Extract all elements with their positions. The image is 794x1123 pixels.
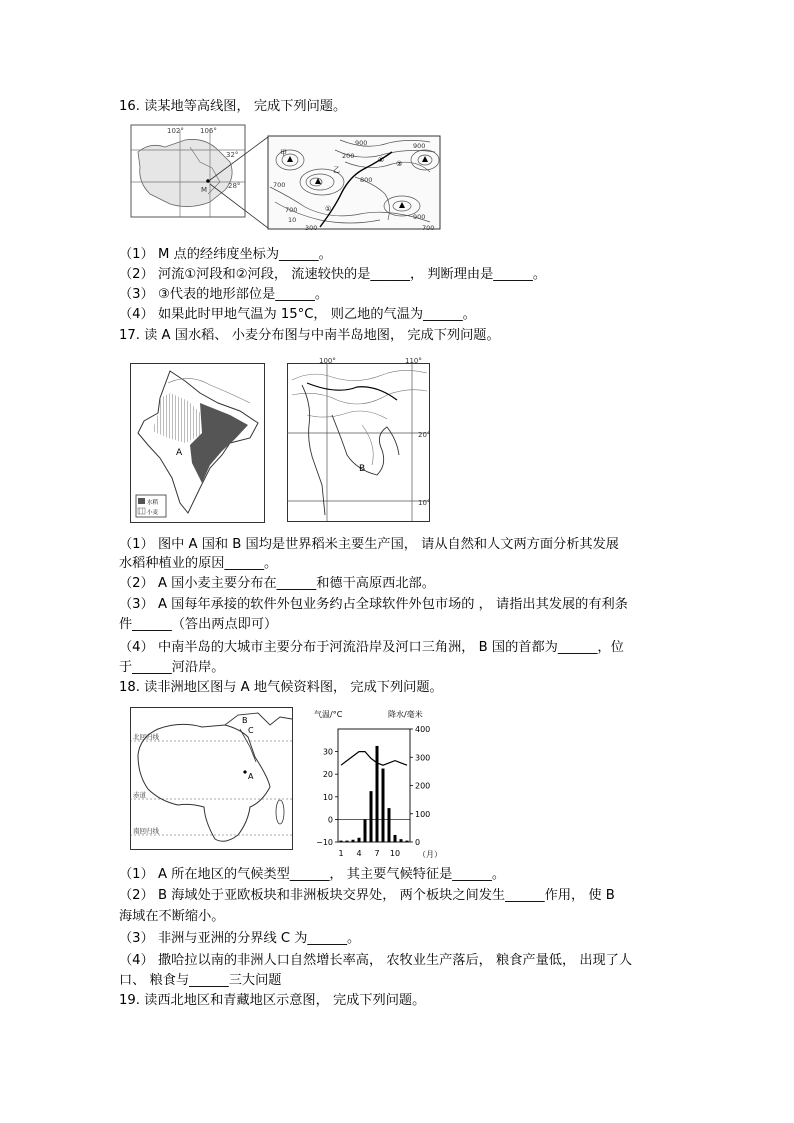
q17-label-lat20: 20° — [418, 431, 430, 439]
q17-item-4-cont: 于______河沿岸。 — [119, 660, 225, 675]
q16-label-lon1: 102° — [167, 127, 184, 135]
chart-precip-bar — [358, 838, 361, 842]
q16-c900c: 900 — [413, 213, 426, 221]
q16-item-3: （3） ③代表的地形部位是______。 — [119, 287, 329, 302]
q16-label-terrain-3: ③ — [396, 160, 403, 168]
q16-c700c: 700 — [285, 206, 298, 214]
q18-title: 18. 读非洲地区图与 A 地气候资料图， 完成下列问题。 — [119, 680, 443, 695]
chart-right-tick-label: 200 — [415, 781, 431, 791]
q17-item-2: （2） A 国小麦主要分布在______和德干高原西北部。 — [119, 576, 435, 591]
q16-c200: 200 — [342, 152, 355, 160]
q18-label-c: C — [248, 726, 254, 735]
q17-item-1-cont: 水稻种植业的原因______。 — [119, 556, 278, 571]
chart-x-tick-label: 10 — [389, 849, 401, 858]
chart-precip-bar — [370, 791, 373, 842]
q17-legend-wheat: 小麦 — [147, 510, 159, 516]
q17-label-b: B — [359, 464, 366, 474]
chart-precip-bar — [388, 808, 391, 842]
q18-item-2-cont: 海域在不断缩小。 — [119, 909, 225, 924]
q17-title: 17. 读 A 国水稻、 小麦分布图与中南半岛地图， 完成下列问题。 — [119, 328, 500, 343]
q19-title: 19. 读西北地区和青藏地区示意图， 完成下列问题。 — [119, 993, 426, 1008]
chart-temperature-line — [341, 752, 407, 766]
q17-item-1: （1） 图中 A 国和 B 国均是世界稻米主要生产国， 请从自然和人文两方面分析其发展 — [119, 537, 619, 552]
chart-plot-frame — [338, 729, 410, 842]
chart-x-unit: （月） — [418, 850, 442, 859]
q18-climate-chart — [300, 705, 450, 860]
q17-label-lon110: 110° — [405, 357, 422, 365]
q17-indochina-map-figure — [287, 355, 430, 523]
q16-item-4: （4） 如果此时甲地气温为 15°C， 则乙地的气温为______。 — [119, 307, 476, 322]
q16-label-jia: 甲 — [280, 149, 287, 157]
q16-title: 16. 读某地等高线图， 完成下列问题。 — [119, 99, 347, 114]
q17-item-3-cont: 件______（答出两点即可） — [119, 617, 278, 632]
q17-label-a: A — [176, 448, 183, 458]
q18-label-tropic-n: 北回归线 — [133, 733, 159, 741]
chart-precip-bar — [394, 835, 397, 842]
chart-right-tick-label: 100 — [415, 809, 431, 819]
q16-label-lon2: 106° — [200, 127, 217, 135]
q16-label-yi: 乙 — [333, 166, 340, 174]
q16-contour-map-figure — [130, 122, 442, 234]
chart-left-tick-label: 20 — [322, 770, 333, 780]
chart-precip-bar — [340, 841, 343, 842]
chart-x-tick-label: 1 — [338, 849, 344, 858]
chart-left-axis-label: 气温/°C — [314, 710, 343, 719]
q18-item-4-cont: 口、 粮食与______三大问题 — [119, 973, 282, 988]
chart-right-tick-label: 400 — [415, 725, 431, 734]
q17-item-3: （3） A 国每年承接的软件外包业务约占全球软件外包市场的 ， 请指出其发展的有利条 — [119, 597, 628, 612]
chart-precip-bar — [400, 839, 403, 842]
chart-left-tick-label: 30 — [322, 747, 333, 757]
q16-c700a: 700 — [273, 181, 286, 189]
q18-label-tropic-s: 南回归线 — [133, 827, 159, 835]
q18-label-a: A — [248, 772, 254, 781]
q18-item-4: （4） 撒哈拉以南的非洲人口自然增长率高， 农牧业生产落后， 粮食产量低， 出现了人 — [119, 953, 633, 968]
q16-c300: 300 — [305, 224, 318, 232]
chart-precip-bar — [364, 819, 367, 842]
q18-label-b: B — [242, 716, 248, 725]
q16-c900a: 900 — [355, 139, 368, 147]
q18-madagascar — [276, 800, 284, 824]
q17-legend-rice: 水稻 — [147, 500, 159, 506]
chart-x-tick-label: 4 — [356, 849, 362, 858]
q18-africa-map-figure — [130, 707, 293, 850]
q16-c700b: 700 — [422, 224, 435, 232]
chart-precip-bar — [346, 841, 349, 842]
q16-label-lat1: 32° — [226, 151, 239, 159]
q16-item-2: （2） 河流①河段和②河段， 流速较快的是______， 判断理由是______。 — [119, 267, 547, 282]
chart-right-tick-label: 0 — [415, 838, 421, 847]
q16-label-river-1: ① — [325, 205, 332, 213]
chart-right-axis-label: 降水/毫米 — [388, 710, 423, 719]
chart-precip-bar — [352, 840, 355, 842]
chart-x-tick-label: 7 — [374, 849, 380, 858]
q17-india-map-figure — [130, 363, 265, 523]
chart-precip-bar — [382, 769, 385, 842]
chart-left-tick-label: 0 — [327, 815, 333, 825]
q18-label-equator: 赤道 — [133, 791, 146, 799]
q18-item-1: （1） A 所在地区的气候类型______， 其主要气候特征是______。 — [119, 867, 506, 882]
q16-c10: 10 — [288, 216, 297, 224]
chart-right-tick-label: 300 — [415, 753, 431, 763]
q17-label-lon100: 100° — [319, 357, 336, 365]
q16-label-lat2: 28° — [228, 182, 241, 190]
chart-precip-bar — [406, 841, 409, 842]
chart-precip-bar — [376, 746, 379, 842]
q16-c800: 800 — [360, 176, 373, 184]
q17-item-4: （4） 中南半岛的大城市主要分布于河流沿岸及河口三角洲， B 国的首都为______，位 — [119, 640, 624, 655]
q16-province-shape — [138, 139, 232, 206]
q16-item-1: （1） M 点的经纬度坐标为______。 — [119, 247, 332, 262]
q16-label-river-2: ② — [378, 156, 385, 164]
chart-left-tick-label: 10 — [322, 792, 333, 802]
q16-label-m: M — [201, 186, 208, 194]
q16-c900b: 900 — [413, 142, 426, 150]
q18-item-2: （2） B 海域处于亚欧板块和非洲板块交界处， 两个板块之间发生______作用， 使 B — [119, 888, 615, 903]
q17-label-lat10: 10° — [418, 499, 430, 507]
chart-left-tick-label: −10 — [316, 838, 333, 847]
q18-item-3: （3） 非洲与亚洲的分界线 C 为______。 — [119, 931, 361, 946]
